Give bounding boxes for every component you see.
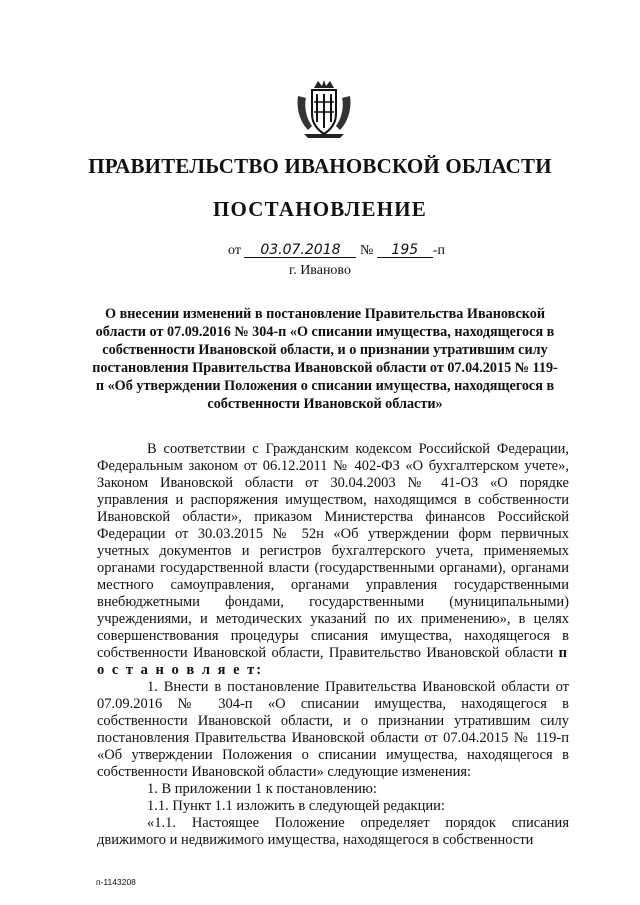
quoted-clause: «1.1. Настоящее Положение определяет порядок списания движимого и недвижимого имущества, находящегося в собственности xyxy=(97,815,569,848)
preamble-paragraph xyxy=(97,441,569,679)
government-title: ПРАВИТЕЛЬСТВО ИВАНОВСКОЙ ОБЛАСТИ xyxy=(88,154,552,178)
document-type: ПОСТАНОВЛЕНИЕ xyxy=(212,197,428,221)
number-suffix: -п xyxy=(432,243,445,258)
handwritten-date: 03.07.2018 xyxy=(244,243,356,258)
item-1: 1. Внести в постановление Правительства Ивановской области от 07.09.2016 № 304-п «О списании имущества, находящегося в собственности Ивановской области, и о признании утратившим силу постановления Правительства Ивановской области от 07.04.2015 № 119-п «Об утверждении Положения о списании имущества, находящегося в собственности Ивановской области» следующие изменения: xyxy=(97,679,569,780)
resolves-text: п о с т а н о в л я е т: xyxy=(97,645,569,678)
preamble-text: В соответствии с Гражданским кодексом Российской Федерации, Федеральным законом от 06.12.2011 № 402-ФЗ «О бухгалтерском учете», Законом Ивановской области от 30.04.2003 № 41-ОЗ «О порядке управления и распоряжения имуществом, находящимся в собственности Ивановской области», приказом Министерства финансов Российской Федерации от 30.03.2015 № 52н «Об утверждении форм первичных учетных документов и регистров бухгалтерского учета, применяемых органами государственной власти (государственными органами), органами местного самоуправления, органами управления государственными внебюджетными фондами, государственными (муниципальными) учреждениями, и методических указаний по их применению», в целях совершенствования процедуры списания имущества, находящегося в собственности Ивановской области, Правительство Ивановской области xyxy=(97,441,569,661)
item-1-1-1: 1.1. Пункт 1.1 изложить в следующей редакции: xyxy=(147,798,445,814)
date-number-line xyxy=(228,243,445,259)
document-code: п-1143208 xyxy=(96,877,136,887)
city: г. Иваново xyxy=(289,263,351,278)
document-subject: О внесении изменений в постановление Правительства Ивановской области от 07.09.2016 № 304-п «О списании имущества, находящегося в собственности Ивановской области, и о признании утратившим силу постановления Правительства Ивановской области от 07.04.2015 № 119-п «Об утверждении Положения о списании имущества, находящегося в собственности Ивановской области» xyxy=(92,306,558,412)
date-prefix: от xyxy=(228,243,241,258)
document-body xyxy=(97,441,569,849)
item-1-1: 1. В приложении 1 к постановлению: xyxy=(147,781,377,797)
coat-of-arms-icon xyxy=(294,78,354,140)
handwritten-number: 195 xyxy=(377,243,433,258)
number-prefix: № xyxy=(359,243,374,258)
